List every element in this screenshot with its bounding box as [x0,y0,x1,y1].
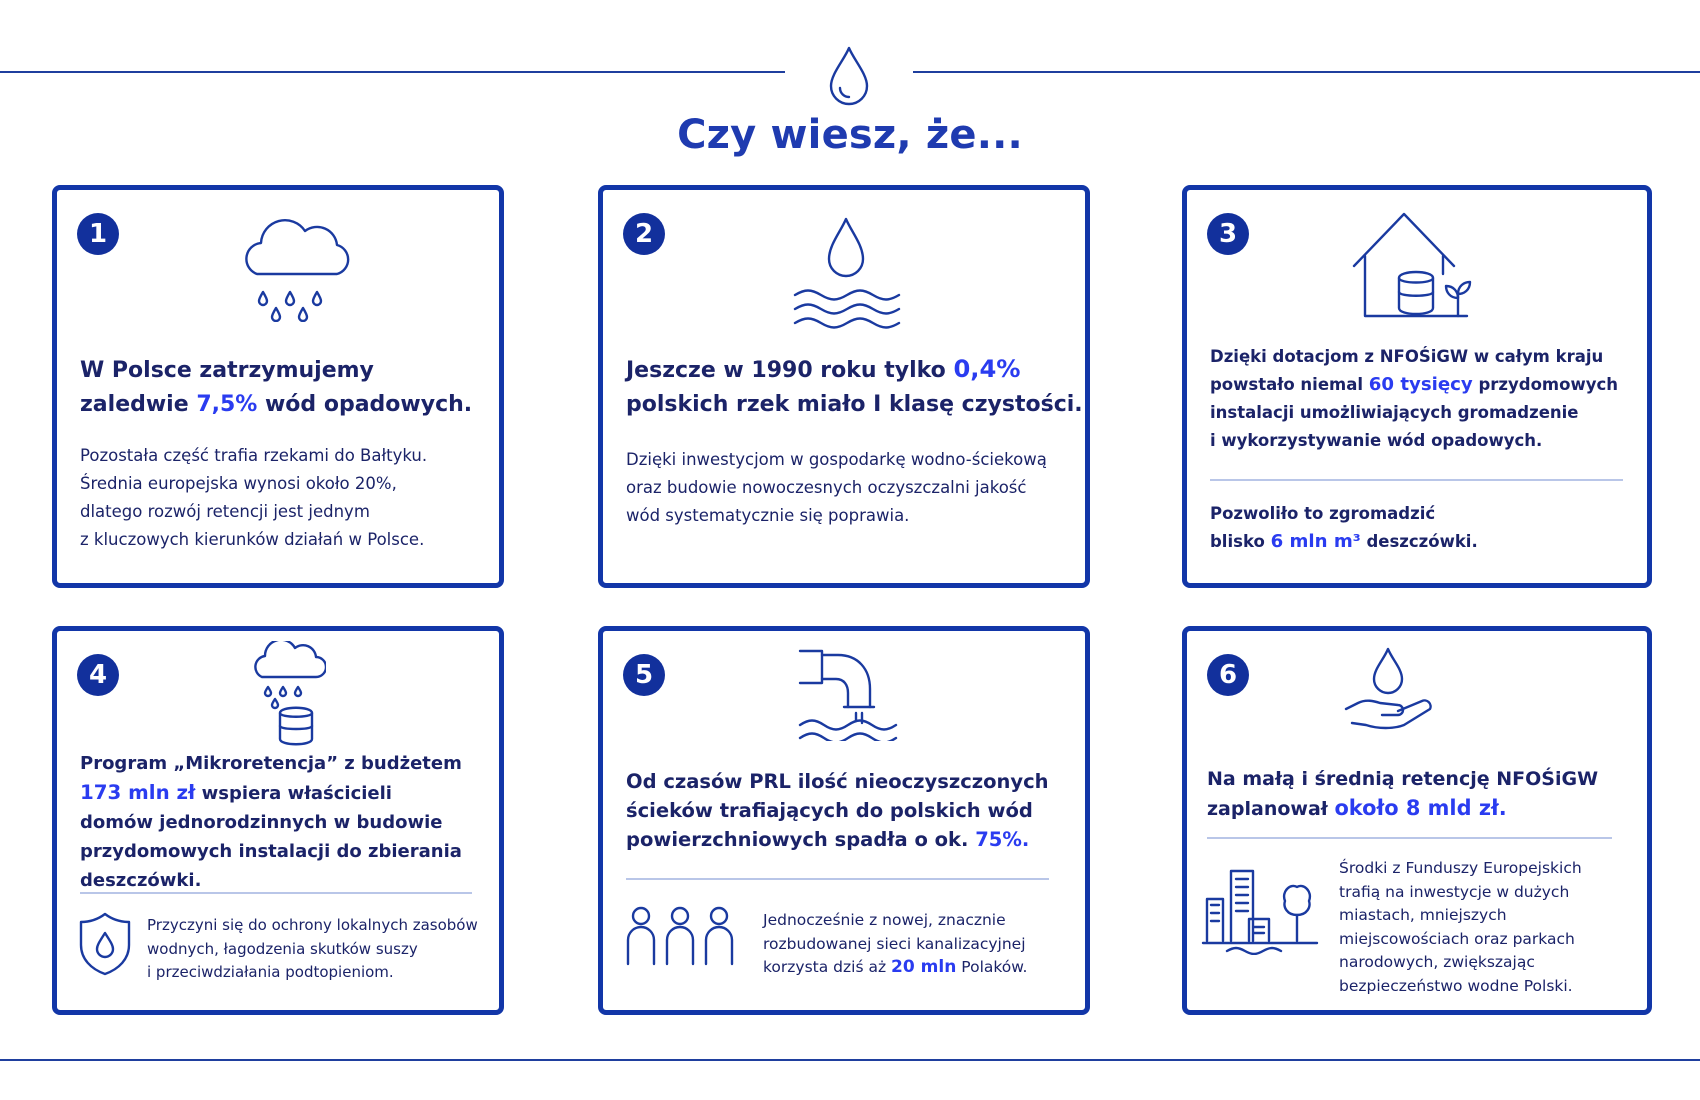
divider [80,892,472,894]
highlight-value: około 8 mld zł. [1334,796,1507,820]
card-2-lead: Jeszcze w 1990 roku tylko 0,4% polskich rzek miało I klasę czystości. [626,355,1083,417]
fact-card-6 [1182,626,1652,1015]
fact-card-1 [52,185,504,588]
fact-card-5 [598,626,1090,1015]
divider [626,878,1049,880]
card-number-badge: 1 [77,213,119,255]
card-3-text: Dzięki dotacjom z NFOŚiGW w całym kraju powstało niemal 60 tysięcy przydomowych instalacji umożliwiających gromadzenie i wykorzystywanie wód opadowych. [1210,347,1618,450]
house-barrel-plant-icon [1352,210,1487,320]
top-rule-right [913,71,1700,73]
card-5-text: Od czasów PRL ilość nieoczyszczonych ścieków trafiających do polskich wód powierzchniowych spadła o ok. 75%. [626,770,1049,851]
fact-card-2 [598,185,1090,588]
card-number-badge: 2 [623,213,665,255]
card-3-footnote: Pozwoliło to zgromadzić blisko 6 mln m³ deszczówki. [1210,504,1478,552]
hand-drop-icon [1344,647,1440,737]
card-6-note: Środki z Funduszy Europejskich trafią na inwestycje w dużych miastach, mniejszych miejscowościach oraz parkach narodowych, zwiększając bezpieczeństwo wodne Polski. [1339,859,1582,995]
pipe-outflow-icon [798,649,902,741]
bottom-rule [0,1059,1700,1061]
divider [1210,479,1623,481]
cloud-barrel-icon [250,641,326,749]
fact-card-4 [52,626,504,1015]
rain-cloud-icon [239,212,353,322]
people-icon [625,906,737,966]
fact-card-3 [1182,185,1652,588]
card-4-note: Przyczyni się do ochrony lokalnych zasobów wodnych, łagodzenia skutków suszy i przeciwdziałania podtopieniom. [147,916,478,981]
card-4-text: Program „Mikroretencja” z budżetem 173 mln zł wspiera właścicieli domów jednorodzinnych w budowie przydomowych instalacji do zbierania deszczówki. [80,753,462,891]
drop-on-waves-icon [793,217,903,329]
card-number-badge: 3 [1207,213,1249,255]
top-rule-left [0,71,785,73]
highlight-value: 60 tysięcy [1368,374,1473,395]
highlight-value: 0,4% [953,355,1021,383]
page-title: Czy wiesz, że... [677,112,1023,158]
highlight-value: 6 mln m³ [1270,531,1361,552]
city-tree-icon [1201,869,1321,955]
card-1-body: Pozostała część trafia rzekami do Bałtyku. Średnia europejska wynosi około 20%, dlatego rozwój retencji jest jednym z kluczowych kierunków działań w Polsce. [80,446,428,549]
highlight-value: 7,5% [196,392,258,417]
card-2-body: Dzięki inwestycjom w gospodarkę wodno-ściekową oraz budowie nowoczesnych oczyszczalni jakość wód systematycznie się poprawia. [626,450,1047,525]
water-drop-icon [824,44,874,110]
highlight-value: 75%. [975,828,1030,851]
shield-drop-icon [77,911,133,977]
divider [1207,837,1612,839]
card-5-note: Jednocześnie z nowej, znacznie rozbudowanej sieci kanalizacyjnej korzysta dziś aż 20 mln Polaków. [763,911,1028,977]
card-6-text: Na małą i średnią retencję NFOŚiGW zaplanował około 8 mld zł. [1207,768,1599,820]
card-1-lead: W Polsce zatrzymujemy zaledwie 7,5% wód opadowych. [80,358,473,417]
highlight-value: 173 mln zł [80,781,196,804]
highlight-value: 20 mln [891,957,957,977]
card-number-badge: 5 [623,654,665,696]
card-number-badge: 4 [77,654,119,696]
card-number-badge: 6 [1207,654,1249,696]
